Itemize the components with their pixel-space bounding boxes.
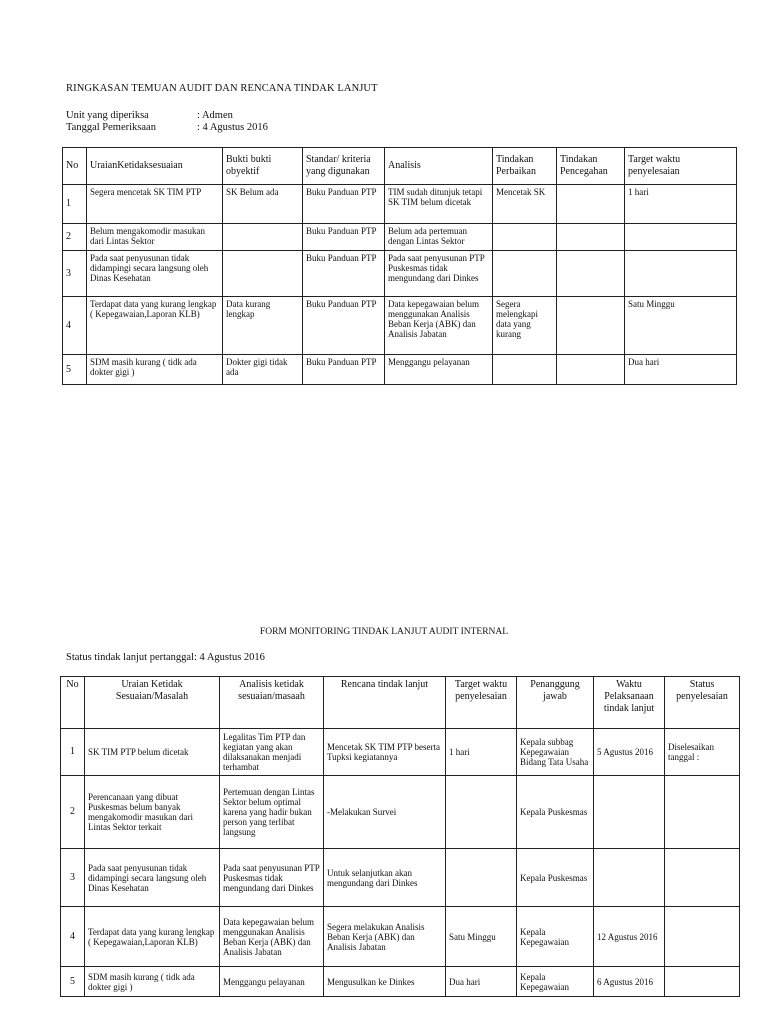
t1-cell: Belum mengakomodir masukan dari Lintas Sektor	[87, 224, 223, 251]
t1-cell: Buku Panduan PTP	[303, 224, 385, 251]
unit-line	[66, 110, 233, 121]
t2-cell: SDM masih kurang ( tidk ada dokter gigi )	[85, 967, 220, 997]
t2-cell: Data kepegawaian belum menggunakan Analisis Beban Kerja (ABK) dan Analisis Jabatan	[220, 907, 324, 967]
t1-header-target: Target waktu penyelesaian	[625, 148, 737, 185]
t1-header-perbaikan: Tindakan Perbaikan	[493, 148, 557, 185]
t1-cell	[223, 224, 303, 251]
t2-cell	[446, 849, 517, 907]
t2-cell: Menggangu pelayanan	[220, 967, 324, 997]
t2-cell: Pada saat penyusunan tidak didampingi secara langsung oleh Dinas Kesehatan	[85, 849, 220, 907]
t2-cell: Kepala subbag Kepegawaian Bidang Tata Usaha	[517, 729, 594, 776]
t2-cell: Segera melakukan Analisis Beban Kerja (ABK) dan Analisis Jabatan	[324, 907, 446, 967]
t1-cell	[625, 224, 737, 251]
t1-cell: Satu Minggu	[625, 297, 737, 355]
table-row	[63, 224, 737, 251]
t2-header-waktu: Waktu Pelaksanaan tindak lanjut	[594, 677, 665, 729]
t2-cell: 1	[61, 729, 85, 776]
t2-cell: Kepala Kepegawaian	[517, 967, 594, 997]
audit-findings-table	[62, 147, 737, 385]
t1-cell: SK Belum ada	[223, 185, 303, 224]
t1-cell: Buku Panduan PTP	[303, 297, 385, 355]
t1-cell: Data kepegawaian belum menggunakan Analisis Beban Kerja (ABK) dan Analisis Jabatan	[385, 297, 493, 355]
t1-cell: Pada saat penyusunan PTP Puskesmas tidak mengundang dari Dinkes	[385, 251, 493, 297]
t2-cell: Terdapat data yang kurang lengkap ( Kepegawaian,Laporan KLB)	[85, 907, 220, 967]
table-row	[61, 849, 740, 907]
table-row	[63, 297, 737, 355]
t1-header-analisis: Analisis	[385, 148, 493, 185]
t1-cell	[557, 355, 625, 385]
t2-cell: Diselesaikan tanggal :	[665, 729, 740, 776]
table-row	[63, 185, 737, 224]
t1-header-bukti: Bukti bukti obyektif	[223, 148, 303, 185]
t2-cell: SK TIM PTP belum dicetak	[85, 729, 220, 776]
t1-cell: 4	[63, 297, 87, 355]
table-row	[61, 776, 740, 849]
t1-cell	[493, 355, 557, 385]
t2-cell: 5 Agustus 2016	[594, 729, 665, 776]
t2-cell: Satu Minggu	[446, 907, 517, 967]
t2-cell: 6 Agustus 2016	[594, 967, 665, 997]
t1-cell	[557, 251, 625, 297]
t1-cell: Terdapat data yang kurang lengkap ( Kepegawaian,Laporan KLB)	[87, 297, 223, 355]
t2-cell: Mengusulkan ke Dinkes	[324, 967, 446, 997]
t1-cell	[557, 297, 625, 355]
t1-cell: Segera melengkapi data yang kurang	[493, 297, 557, 355]
t2-cell: 3	[61, 849, 85, 907]
t1-cell	[493, 251, 557, 297]
t2-cell	[665, 776, 740, 849]
t1-cell: Data kurang lengkap	[223, 297, 303, 355]
table-row	[61, 967, 740, 997]
t1-header-uraian: UraianKetidaksesuaian	[87, 148, 223, 185]
t2-cell: Pertemuan dengan Lintas Sektor belum optimal karena yang hadir bukan person yang terlibat langsung	[220, 776, 324, 849]
t2-cell: 4	[61, 907, 85, 967]
t1-cell: Pada saat penyusunan tidak didampingi secara langsung oleh Dinas Kesehatan	[87, 251, 223, 297]
t1-header-pencegahan: Tindakan Pencegahan	[557, 148, 625, 185]
date-line	[66, 122, 268, 133]
t1-cell: Menggangu pelayanan	[385, 355, 493, 385]
t2-cell: Dua hari	[446, 967, 517, 997]
t2-cell: Mencetak SK TIM PTP beserta Tupksi kegiatannya	[324, 729, 446, 776]
t2-header-status: Status penyelesaian	[665, 677, 740, 729]
t1-cell: Segera mencetak SK TIM PTP	[87, 185, 223, 224]
t2-cell: 2	[61, 776, 85, 849]
t1-cell: 1 hari	[625, 185, 737, 224]
summary-title: RINGKASAN TEMUAN AUDIT DAN RENCANA TINDAK LANJUT	[66, 83, 378, 94]
t1-cell: Buku Panduan PTP	[303, 185, 385, 224]
t1-header-no: No	[63, 148, 87, 185]
t1-cell: Belum ada pertemuan dengan Lintas Sektor	[385, 224, 493, 251]
t2-cell: 12 Agustus 2016	[594, 907, 665, 967]
t1-cell	[557, 185, 625, 224]
t1-cell: SDM masih kurang ( tidk ada dokter gigi )	[87, 355, 223, 385]
t2-cell: Kepala Puskesmas	[517, 776, 594, 849]
status-line: Status tindak lanjut pertanggal: 4 Agustus 2016	[66, 652, 265, 663]
t1-cell: 5	[63, 355, 87, 385]
t2-header-analisis: Analisis ketidak sesuaian/masaah	[220, 677, 324, 729]
t2-cell	[446, 776, 517, 849]
unit-value: : Admen	[197, 110, 233, 121]
t2-cell	[665, 967, 740, 997]
t2-cell: Pada saat penyusunan PTP Puskesmas tidak mengundang dari Dinkes	[220, 849, 324, 907]
t2-header-no: No	[61, 677, 85, 729]
table-row	[61, 729, 740, 776]
t2-cell: 1 hari	[446, 729, 517, 776]
t2-header-rencana: Rencana tindak lanjut	[324, 677, 446, 729]
t1-header-standar: Standar/ kriteria yang digunakan	[303, 148, 385, 185]
t1-cell: 3	[63, 251, 87, 297]
t2-cell: Perencanaan yang dibuat Puskesmas belum banyak mengakomodir masukan dari Lintas Sektor terkait	[85, 776, 220, 849]
t2-cell	[665, 907, 740, 967]
t1-cell	[493, 224, 557, 251]
t2-header-target: Target waktu penyelesaian	[446, 677, 517, 729]
t2-cell: -Melakukan Survei	[324, 776, 446, 849]
t1-cell: Dua hari	[625, 355, 737, 385]
t1-cell: Mencetak SK	[493, 185, 557, 224]
t1-cell: Buku Panduan PTP	[303, 355, 385, 385]
t1-cell	[557, 224, 625, 251]
t2-cell	[665, 849, 740, 907]
t2-cell: Untuk selanjutkan akan mengundang dari Dinkes	[324, 849, 446, 907]
t2-cell	[594, 776, 665, 849]
t1-cell: Dokter gigi tidak ada	[223, 355, 303, 385]
t2-cell	[594, 849, 665, 907]
monitoring-table	[60, 676, 740, 997]
t1-cell: 1	[63, 185, 87, 224]
t2-cell: 5	[61, 967, 85, 997]
table-row	[63, 251, 737, 297]
table-row	[63, 355, 737, 385]
t2-header-uraian: Uraian Ketidak Sesuaian/Masalah	[85, 677, 220, 729]
unit-label: Unit yang diperiksa	[66, 110, 149, 121]
monitoring-title: FORM MONITORING TINDAK LANJUT AUDIT INTERNAL	[259, 627, 509, 637]
t1-cell: Buku Panduan PTP	[303, 251, 385, 297]
date-label: Tanggal Pemeriksaan	[66, 122, 156, 133]
t1-cell	[625, 251, 737, 297]
t1-cell	[223, 251, 303, 297]
date-value: : 4 Agustus 2016	[197, 122, 268, 133]
t1-cell: 2	[63, 224, 87, 251]
t2-cell: Legalitas Tim PTP dan kegiatan yang akan dilaksanakan menjadi terhambat	[220, 729, 324, 776]
t2-header-penanggung: Penanggung jawab	[517, 677, 594, 729]
table-row	[61, 907, 740, 967]
t1-cell: TIM sudah ditunjuk tetapi SK TIM belum dicetak	[385, 185, 493, 224]
t2-cell: Kepala Kepegawaian	[517, 907, 594, 967]
t2-cell: Kepala Puskesmas	[517, 849, 594, 907]
